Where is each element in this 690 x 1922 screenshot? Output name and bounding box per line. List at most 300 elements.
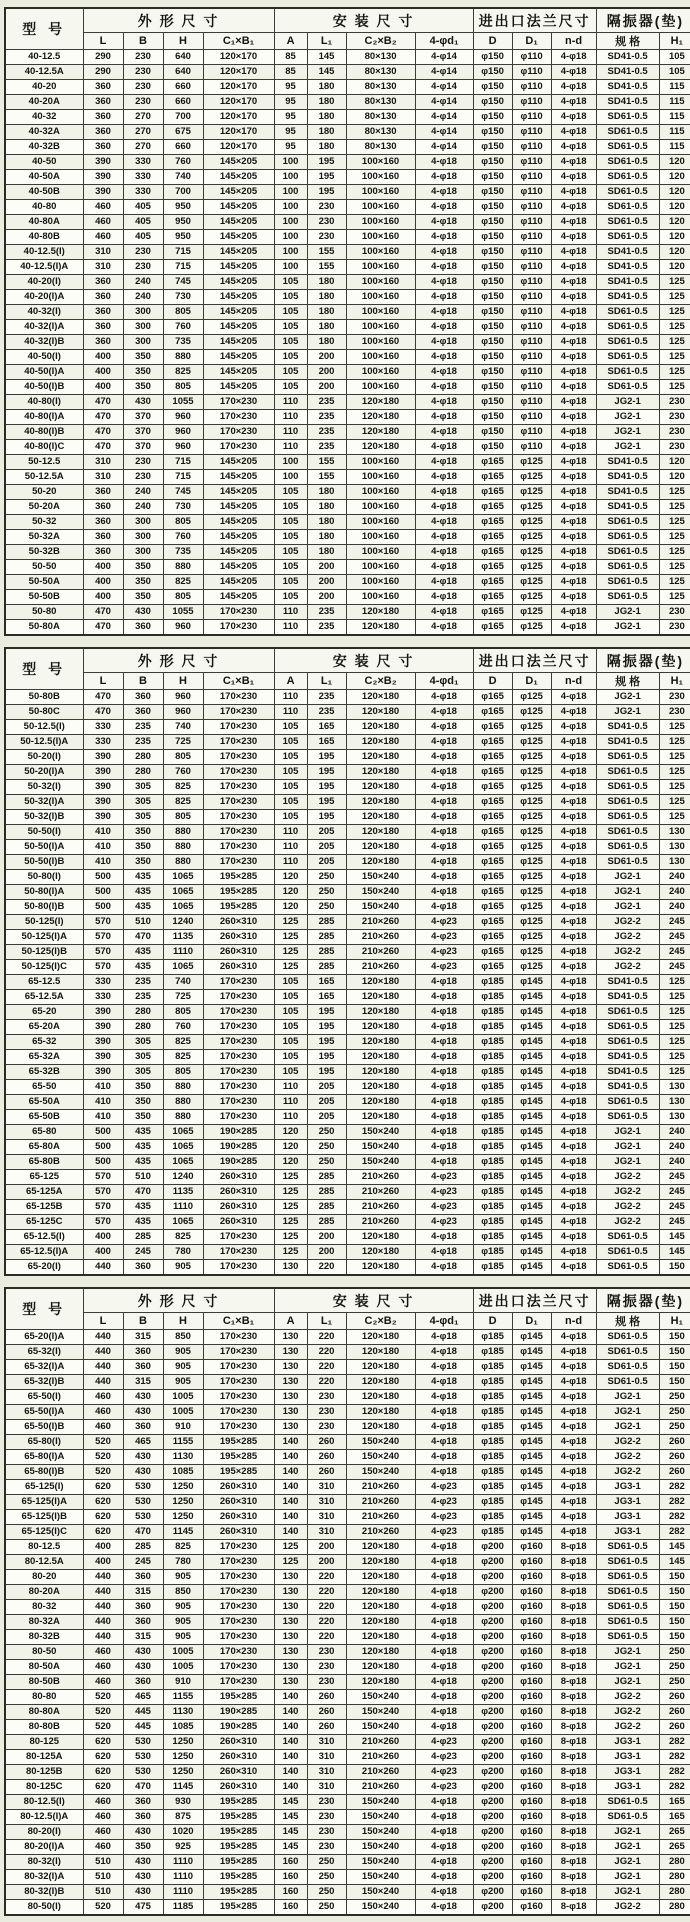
value-cell: 110 xyxy=(274,825,307,840)
value-cell: 350 xyxy=(123,1110,163,1125)
value-cell: 250 xyxy=(307,1140,346,1155)
value-cell: 370 xyxy=(123,440,163,455)
value-cell: 125 xyxy=(274,1185,307,1200)
table-row xyxy=(5,560,690,575)
value-cell: 460 xyxy=(83,1825,123,1840)
model-cell: 65-32(I)B xyxy=(5,1375,83,1390)
table-row xyxy=(5,1840,690,1855)
value-cell: 305 xyxy=(123,1065,163,1080)
value-cell: 4-φ23 xyxy=(415,915,473,930)
col-H1: H₁ xyxy=(659,33,690,50)
value-cell: 360 xyxy=(83,80,123,95)
value-cell: 120×180 xyxy=(346,840,415,855)
value-cell: JG2-1 xyxy=(596,885,659,900)
value-cell: JG2-1 xyxy=(596,1885,659,1900)
col-H: H xyxy=(163,673,203,690)
value-cell: 4-φ18 xyxy=(415,500,473,515)
value-cell: 4-φ23 xyxy=(415,945,473,960)
value-cell: 100 xyxy=(274,155,307,170)
value-cell: 95 xyxy=(274,140,307,155)
value-cell: 330 xyxy=(83,975,123,990)
value-cell: 4-φ18 xyxy=(415,1600,473,1615)
value-cell: 880 xyxy=(163,1080,203,1095)
value-cell: 850 xyxy=(163,1585,203,1600)
value-cell: 150×240 xyxy=(346,1720,415,1735)
value-cell: 230 xyxy=(659,605,690,620)
value-cell: 240 xyxy=(659,1155,690,1170)
value-cell: φ185 xyxy=(473,1375,512,1390)
value-cell: φ165 xyxy=(473,900,512,915)
value-cell: 230 xyxy=(307,1795,346,1810)
value-cell: SD61-0.5 xyxy=(596,155,659,170)
value-cell: 260×310 xyxy=(203,1480,274,1495)
value-cell: 170×230 xyxy=(203,990,274,1005)
value-cell: 105 xyxy=(274,290,307,305)
value-cell: φ150 xyxy=(473,410,512,425)
value-cell: 4-φ14 xyxy=(415,125,473,140)
value-cell: 410 xyxy=(83,825,123,840)
value-cell: 120 xyxy=(659,215,690,230)
value-cell: φ145 xyxy=(512,1260,551,1276)
value-cell: 500 xyxy=(83,1140,123,1155)
value-cell: 120×180 xyxy=(346,1540,415,1555)
value-cell: 130 xyxy=(274,1570,307,1585)
value-cell: SD61-0.5 xyxy=(596,590,659,605)
value-cell: SD61-0.5 xyxy=(596,530,659,545)
value-cell: 130 xyxy=(274,1345,307,1360)
value-cell: 170×230 xyxy=(203,765,274,780)
value-cell: φ150 xyxy=(473,365,512,380)
value-cell: 1055 xyxy=(163,605,203,620)
value-cell: 960 xyxy=(163,440,203,455)
value-cell: 825 xyxy=(163,1035,203,1050)
value-cell: φ160 xyxy=(512,1780,551,1795)
value-cell: 825 xyxy=(163,1050,203,1065)
col-D1: D₁ xyxy=(512,33,551,50)
model-cell: 80-80A xyxy=(5,1705,83,1720)
value-cell: SD41-0.5 xyxy=(596,470,659,485)
value-cell: φ110 xyxy=(512,80,551,95)
value-cell: 805 xyxy=(163,380,203,395)
value-cell: 4-φ23 xyxy=(415,960,473,975)
value-cell: 140 xyxy=(274,1525,307,1540)
value-cell: φ125 xyxy=(512,470,551,485)
value-cell: φ200 xyxy=(473,1720,512,1735)
value-cell: 305 xyxy=(123,1035,163,1050)
value-cell: 120 xyxy=(659,185,690,200)
value-cell: 470 xyxy=(83,425,123,440)
value-cell: 145 xyxy=(659,1245,690,1260)
table-row xyxy=(5,840,690,855)
value-cell: 350 xyxy=(123,350,163,365)
model-cell: 80-32 xyxy=(5,1600,83,1615)
value-cell: SD61-0.5 xyxy=(596,515,659,530)
value-cell: φ185 xyxy=(473,1495,512,1510)
value-cell: 310 xyxy=(307,1525,346,1540)
model-cell: 80-80 xyxy=(5,1690,83,1705)
value-cell: 435 xyxy=(123,900,163,915)
value-cell: 145 xyxy=(274,1795,307,1810)
value-cell: JG2-2 xyxy=(596,1450,659,1465)
value-cell: 150×240 xyxy=(346,885,415,900)
value-cell: JG2-2 xyxy=(596,1690,659,1705)
value-cell: φ160 xyxy=(512,1720,551,1735)
model-cell: 40-80(I)A xyxy=(5,410,83,425)
value-cell: 230 xyxy=(659,440,690,455)
value-cell: 1130 xyxy=(163,1705,203,1720)
value-cell: 250 xyxy=(307,1900,346,1916)
value-cell: 4-φ18 xyxy=(415,350,473,365)
value-cell: φ165 xyxy=(473,840,512,855)
value-cell: SD61-0.5 xyxy=(596,230,659,245)
value-cell: φ200 xyxy=(473,1690,512,1705)
value-cell: φ125 xyxy=(512,930,551,945)
value-cell: φ110 xyxy=(512,275,551,290)
value-cell: 170×230 xyxy=(203,1080,274,1095)
value-cell: JG3-1 xyxy=(596,1780,659,1795)
value-cell: 4-φ18 xyxy=(415,1705,473,1720)
value-cell: φ110 xyxy=(512,335,551,350)
value-cell: 4-φ18 xyxy=(415,870,473,885)
value-cell: 390 xyxy=(83,810,123,825)
value-cell: φ110 xyxy=(512,440,551,455)
value-cell: 1065 xyxy=(163,870,203,885)
value-cell: φ150 xyxy=(473,215,512,230)
value-cell: 195×285 xyxy=(203,1435,274,1450)
value-cell: 150×240 xyxy=(346,1900,415,1916)
value-cell: 170×230 xyxy=(203,1050,274,1065)
value-cell: 120×180 xyxy=(346,1600,415,1615)
model-cell: 50-32(I)B xyxy=(5,810,83,825)
value-cell: 1250 xyxy=(163,1735,203,1750)
value-cell: 4-φ18 xyxy=(415,1005,473,1020)
table-body xyxy=(5,1330,690,1916)
value-cell: φ165 xyxy=(473,485,512,500)
value-cell: 130 xyxy=(659,1110,690,1125)
model-cell: 40-50B xyxy=(5,185,83,200)
value-cell: 210×260 xyxy=(346,1480,415,1495)
table-row xyxy=(5,395,690,410)
value-cell: 4-φ18 xyxy=(551,1170,596,1185)
value-cell: 4-φ18 xyxy=(551,245,596,260)
value-cell: 350 xyxy=(123,855,163,870)
value-cell: 195×285 xyxy=(203,1825,274,1840)
value-cell: φ145 xyxy=(512,1155,551,1170)
value-cell: SD41-0.5 xyxy=(596,245,659,260)
value-cell: 180 xyxy=(307,335,346,350)
value-cell: 105 xyxy=(274,720,307,735)
value-cell: 200 xyxy=(307,560,346,575)
model-cell: 65-32B xyxy=(5,1065,83,1080)
value-cell: 400 xyxy=(83,365,123,380)
model-cell: 40-12.5 xyxy=(5,50,83,65)
value-cell: 210×260 xyxy=(346,1750,415,1765)
value-cell: 4-φ18 xyxy=(551,545,596,560)
value-cell: φ150 xyxy=(473,320,512,335)
table-header xyxy=(5,648,690,690)
value-cell: 470 xyxy=(123,1525,163,1540)
value-cell: 260×310 xyxy=(203,945,274,960)
value-cell: SD61-0.5 xyxy=(596,1600,659,1615)
table-row xyxy=(5,1185,690,1200)
value-cell: JG2-2 xyxy=(596,1215,659,1230)
value-cell: 825 xyxy=(163,1230,203,1245)
model-cell: 40-80 xyxy=(5,200,83,215)
value-cell: 460 xyxy=(83,1810,123,1825)
value-cell: 1110 xyxy=(163,945,203,960)
value-cell: 390 xyxy=(83,185,123,200)
value-cell: 350 xyxy=(123,590,163,605)
value-cell: 150×240 xyxy=(346,1450,415,1465)
value-cell: 220 xyxy=(307,1630,346,1645)
model-cell: 80-125A xyxy=(5,1750,83,1765)
model-cell: 50-80B xyxy=(5,690,83,705)
value-cell: 120×180 xyxy=(346,780,415,795)
value-cell: 100 xyxy=(274,470,307,485)
value-cell: 120×180 xyxy=(346,705,415,720)
model-cell: 40-12.5(I) xyxy=(5,245,83,260)
table-row xyxy=(5,930,690,945)
value-cell: 210×260 xyxy=(346,1735,415,1750)
value-cell: 270 xyxy=(123,125,163,140)
value-cell: φ145 xyxy=(512,1020,551,1035)
model-cell: 50-80(I)B xyxy=(5,900,83,915)
value-cell: 245 xyxy=(123,1555,163,1570)
value-cell: 105 xyxy=(274,735,307,750)
value-cell: 100×160 xyxy=(346,485,415,500)
value-cell: φ145 xyxy=(512,1465,551,1480)
value-cell: 145 xyxy=(307,50,346,65)
value-cell: φ145 xyxy=(512,1525,551,1540)
value-cell: φ110 xyxy=(512,305,551,320)
value-cell: φ165 xyxy=(473,735,512,750)
value-cell: 120×170 xyxy=(203,95,274,110)
value-cell: 170×230 xyxy=(203,1345,274,1360)
model-cell: 80-125B xyxy=(5,1765,83,1780)
value-cell: 280 xyxy=(659,1870,690,1885)
value-cell: 230 xyxy=(307,200,346,215)
value-cell: JG2-1 xyxy=(596,1390,659,1405)
value-cell: 140 xyxy=(274,1450,307,1465)
table-row xyxy=(5,975,690,990)
value-cell: 170×230 xyxy=(203,810,274,825)
value-cell: 4-φ18 xyxy=(551,1330,596,1345)
value-cell: 120×180 xyxy=(346,1675,415,1690)
value-cell: 470 xyxy=(83,690,123,705)
value-cell: SD61-0.5 xyxy=(596,350,659,365)
value-cell: 760 xyxy=(163,320,203,335)
value-cell: 4-φ18 xyxy=(551,140,596,155)
value-cell: 180 xyxy=(307,320,346,335)
value-cell: 145 xyxy=(659,1540,690,1555)
value-cell: φ200 xyxy=(473,1600,512,1615)
value-cell: 100×160 xyxy=(346,590,415,605)
value-cell: SD41-0.5 xyxy=(596,290,659,305)
value-cell: 125 xyxy=(274,1245,307,1260)
value-cell: 4-φ18 xyxy=(415,440,473,455)
value-cell: 125 xyxy=(659,1020,690,1035)
table-row xyxy=(5,1245,690,1260)
value-cell: 140 xyxy=(274,1435,307,1450)
table-row xyxy=(5,305,690,320)
value-cell: 305 xyxy=(123,780,163,795)
value-cell: 125 xyxy=(659,750,690,765)
value-cell: φ200 xyxy=(473,1885,512,1900)
isolator-group-header: 隔振器(垫) xyxy=(596,648,690,673)
table-row xyxy=(5,515,690,530)
value-cell: 195×285 xyxy=(203,1855,274,1870)
value-cell: φ185 xyxy=(473,1005,512,1020)
value-cell: 145 xyxy=(274,1810,307,1825)
model-cell: 80-50A xyxy=(5,1660,83,1675)
value-cell: 4-φ18 xyxy=(551,1345,596,1360)
value-cell: φ125 xyxy=(512,960,551,975)
value-cell: 200 xyxy=(307,1540,346,1555)
value-cell: 210×260 xyxy=(346,1185,415,1200)
value-cell: 570 xyxy=(83,1200,123,1215)
value-cell: 390 xyxy=(83,765,123,780)
value-cell: 805 xyxy=(163,1065,203,1080)
value-cell: 220 xyxy=(307,1585,346,1600)
value-cell: 620 xyxy=(83,1525,123,1540)
value-cell: 205 xyxy=(307,825,346,840)
table-row xyxy=(5,245,690,260)
table-row xyxy=(5,1720,690,1735)
value-cell: 4-φ18 xyxy=(415,1080,473,1095)
value-cell: 170×230 xyxy=(203,1555,274,1570)
model-cell: 40-80B xyxy=(5,230,83,245)
value-cell: 105 xyxy=(274,560,307,575)
value-cell: 270 xyxy=(123,110,163,125)
value-cell: 4-φ18 xyxy=(551,440,596,455)
table-row xyxy=(5,1480,690,1495)
value-cell: 440 xyxy=(83,1375,123,1390)
value-cell: 170×230 xyxy=(203,975,274,990)
value-cell: 500 xyxy=(83,885,123,900)
table-row xyxy=(5,1450,690,1465)
table-row xyxy=(5,1690,690,1705)
value-cell: 285 xyxy=(123,1540,163,1555)
value-cell: 435 xyxy=(123,1200,163,1215)
table-row xyxy=(5,1885,690,1900)
value-cell: 245 xyxy=(659,1200,690,1215)
value-cell: 510 xyxy=(123,1170,163,1185)
value-cell: φ160 xyxy=(512,1855,551,1870)
value-cell: 145 xyxy=(659,1555,690,1570)
value-cell: 4-φ18 xyxy=(551,1110,596,1125)
value-cell: 205 xyxy=(307,840,346,855)
value-cell: 120 xyxy=(274,1125,307,1140)
value-cell: 4-φ18 xyxy=(415,1125,473,1140)
table-row xyxy=(5,900,690,915)
value-cell: φ150 xyxy=(473,275,512,290)
table-row xyxy=(5,140,690,155)
value-cell: φ160 xyxy=(512,1825,551,1840)
table-row xyxy=(5,1735,690,1750)
value-cell: 4-φ18 xyxy=(551,50,596,65)
model-column-header: 型 号 xyxy=(5,1288,83,1330)
value-cell: 805 xyxy=(163,515,203,530)
value-cell: 195 xyxy=(307,765,346,780)
install-dims-group-header: 安 装 尺 寸 xyxy=(274,1288,473,1313)
value-cell: 195 xyxy=(307,750,346,765)
value-cell: 4-φ18 xyxy=(415,1555,473,1570)
value-cell: 805 xyxy=(163,590,203,605)
value-cell: φ125 xyxy=(512,900,551,915)
value-cell: 235 xyxy=(307,425,346,440)
value-cell: 1250 xyxy=(163,1765,203,1780)
value-cell: 125 xyxy=(274,1540,307,1555)
value-cell: 245 xyxy=(659,915,690,930)
model-cell: 65-50B xyxy=(5,1110,83,1125)
value-cell: 360 xyxy=(123,690,163,705)
value-cell: φ125 xyxy=(512,795,551,810)
value-cell: 400 xyxy=(83,1555,123,1570)
value-cell: φ110 xyxy=(512,260,551,275)
col-C1xB1: C₁×B₁ xyxy=(203,33,274,50)
value-cell: 170×230 xyxy=(203,1540,274,1555)
value-cell: φ160 xyxy=(512,1795,551,1810)
value-cell: 120×180 xyxy=(346,410,415,425)
col-C2xB2: C₂×B₂ xyxy=(346,673,415,690)
value-cell: 100×160 xyxy=(346,350,415,365)
value-cell: SD41-0.5 xyxy=(596,80,659,95)
value-cell: 4-φ18 xyxy=(551,80,596,95)
model-cell: 40-32(I) xyxy=(5,305,83,320)
value-cell: 8-φ18 xyxy=(551,1540,596,1555)
value-cell: 4-φ18 xyxy=(415,275,473,290)
value-cell: 280 xyxy=(123,765,163,780)
value-cell: 120 xyxy=(659,470,690,485)
value-cell: JG2-1 xyxy=(596,870,659,885)
table-row xyxy=(5,1900,690,1916)
value-cell: 440 xyxy=(83,1360,123,1375)
value-cell: 4-φ18 xyxy=(415,245,473,260)
value-cell: 905 xyxy=(163,1570,203,1585)
value-cell: 310 xyxy=(83,455,123,470)
value-cell: 4-φ18 xyxy=(551,590,596,605)
table-row xyxy=(5,200,690,215)
value-cell: 170×230 xyxy=(203,1405,274,1420)
value-cell: φ160 xyxy=(512,1705,551,1720)
value-cell: 4-φ18 xyxy=(551,425,596,440)
value-cell: 180 xyxy=(307,95,346,110)
value-cell: 445 xyxy=(123,1705,163,1720)
value-cell: 210×260 xyxy=(346,1200,415,1215)
value-cell: 4-φ18 xyxy=(415,1050,473,1065)
table-row xyxy=(5,455,690,470)
value-cell: 100 xyxy=(274,215,307,230)
table-row xyxy=(5,1200,690,1215)
value-cell: 110 xyxy=(274,1110,307,1125)
value-cell: 905 xyxy=(163,1615,203,1630)
value-cell: 725 xyxy=(163,990,203,1005)
table-row xyxy=(5,1435,690,1450)
value-cell: 360 xyxy=(83,485,123,500)
outline-dims-group-header: 外 形 尺 寸 xyxy=(83,648,274,673)
value-cell: 170×230 xyxy=(203,605,274,620)
value-cell: 125 xyxy=(659,590,690,605)
value-cell: φ165 xyxy=(473,915,512,930)
value-cell: 150 xyxy=(659,1585,690,1600)
value-cell: 120×180 xyxy=(346,720,415,735)
value-cell: 165 xyxy=(307,720,346,735)
value-cell: 120×180 xyxy=(346,1095,415,1110)
value-cell: 4-φ18 xyxy=(415,1720,473,1735)
value-cell: 115 xyxy=(659,110,690,125)
value-cell: 170×230 xyxy=(203,750,274,765)
value-cell: φ165 xyxy=(473,945,512,960)
